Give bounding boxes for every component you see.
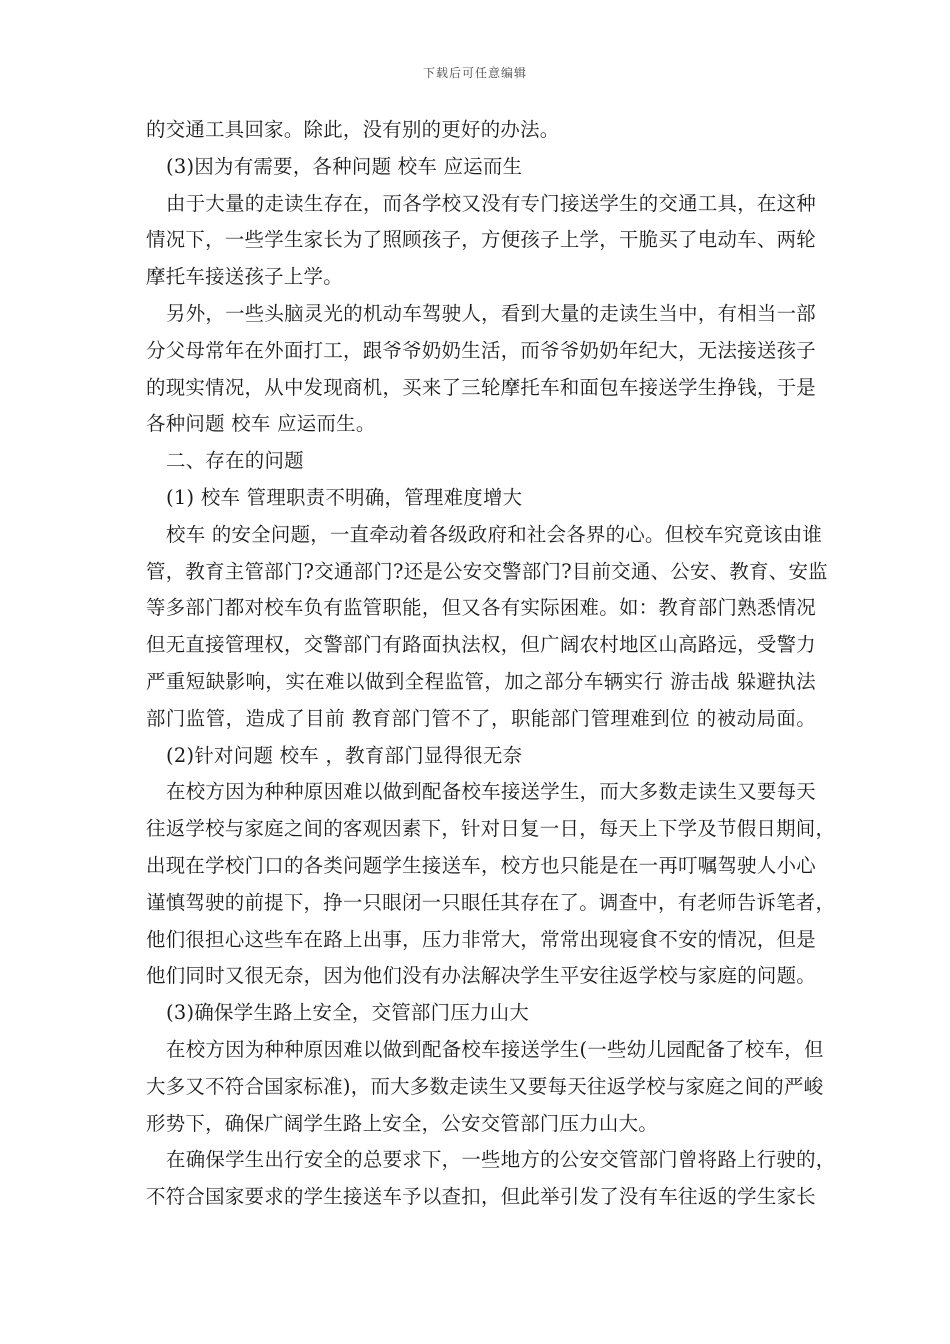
text-line: 摩托车接送孩子上学。 (146, 265, 343, 289)
text-line: 大多又不符合国家标准)，而大多数走读生又要每天往返学校与家庭之间的严峻 (146, 1074, 824, 1098)
text-line: 管，教育主管部门?交通部门?还是公安交警部门?目前交通、公安、教育、安监 (146, 559, 828, 583)
subsection-heading: (3)确保学生路上安全，交管部门压力山大 (166, 1001, 530, 1025)
text-line: 部门监管，造成了目前 教育部门管不了，职能部门管理难到位 的被动局面。 (146, 706, 816, 730)
text-line: 等多部门都对校车负有监管职能，但又各有实际困难。如：教育部门熟悉情况 (146, 596, 816, 620)
text-line: 的交通工具回家。除此，没有别的更好的办法。 (146, 118, 560, 141)
text-line: 他们同时又很无奈，因为他们没有办法解决学生平安往返学校与家庭的问题。 (146, 964, 816, 988)
text-line: 形势下，确保广阔学生路上安全，公安交管部门压力山大。 (146, 1111, 658, 1135)
text-line: 在确保学生出行安全的总要求下，一些地方的公安交管部门曾将路上行驶的， (166, 1148, 836, 1172)
section-heading: 二、存在的问题 (166, 449, 304, 473)
text-line: 由于大量的走读生存在，而各学校又没有专门接送学生的交通工具，在这种 (166, 191, 816, 215)
page-header: 下载后可任意编辑 (422, 66, 527, 80)
subsection-heading: (1) 校车 管理职责不明确，管理难度增大 (166, 485, 523, 509)
document-body (146, 112, 836, 1216)
text-line: 的现实情况，从中发现商机，买来了三轮摩托车和面包车接送学生挣钱，于是 (146, 375, 816, 399)
text-line: 不符合国家要求的学生接送车予以查扣，但此举引发了没有车往返的学生家长 (146, 1185, 816, 1209)
text-line: 他们很担心这些车在路上出事，压力非常大，常常出现寝食不安的情况，但是 (146, 927, 816, 951)
text-line: 校车 的安全问题，一直牵动着各级政府和社会各界的心。但校车究竟该由谁 (166, 522, 823, 546)
subsection-heading: (2)针对问题 校车 ，教育部门显得很无奈 (166, 743, 523, 767)
text-line: 严重短缺影响，实在难以做到全程监管，加之部分车辆实行 游击战 躲避执法 (146, 669, 816, 693)
text-line: (3)因为有需要，各种问题 校车 应运而生 (166, 154, 523, 178)
text-line: 情况下，一些学生家长为了照顾孩子，方便孩子上学，干脆买了电动车、两轮 (146, 228, 816, 252)
text-line: 各种问题 校车 应运而生。 (146, 412, 376, 436)
text-line: 在校方因为种种原因难以做到配备校车接送学生，而大多数走读生又要每天 (166, 780, 816, 804)
text-line: 往返学校与家庭之间的客观因素下，针对日复一日，每天上下学及节假日期间， (146, 817, 836, 841)
text-line: 出现在学校门口的各类问题学生接送车，校方也只能是在一再叮嘱驾驶人小心 (146, 853, 816, 877)
text-line: 谨慎驾驶的前提下，挣一只眼闭一只眼任其存在了。调查中，有老师告诉笔者， (146, 890, 836, 914)
text-line: 分父母常年在外面打工，跟爷爷奶奶生活，而爷爷奶奶年纪大，无法接送孩子 (146, 338, 816, 362)
text-line: 另外，一些头脑灵光的机动车驾驶人，看到大量的走读生当中，有相当一部 (166, 301, 816, 325)
text-line: 但无直接管理权，交警部门有路面执法权，但广阔农村地区山高路远，受警力 (146, 633, 816, 657)
text-line: 在校方因为种种原因难以做到配备校车接送学生(一些幼儿园配备了校车，但 (166, 1037, 824, 1061)
